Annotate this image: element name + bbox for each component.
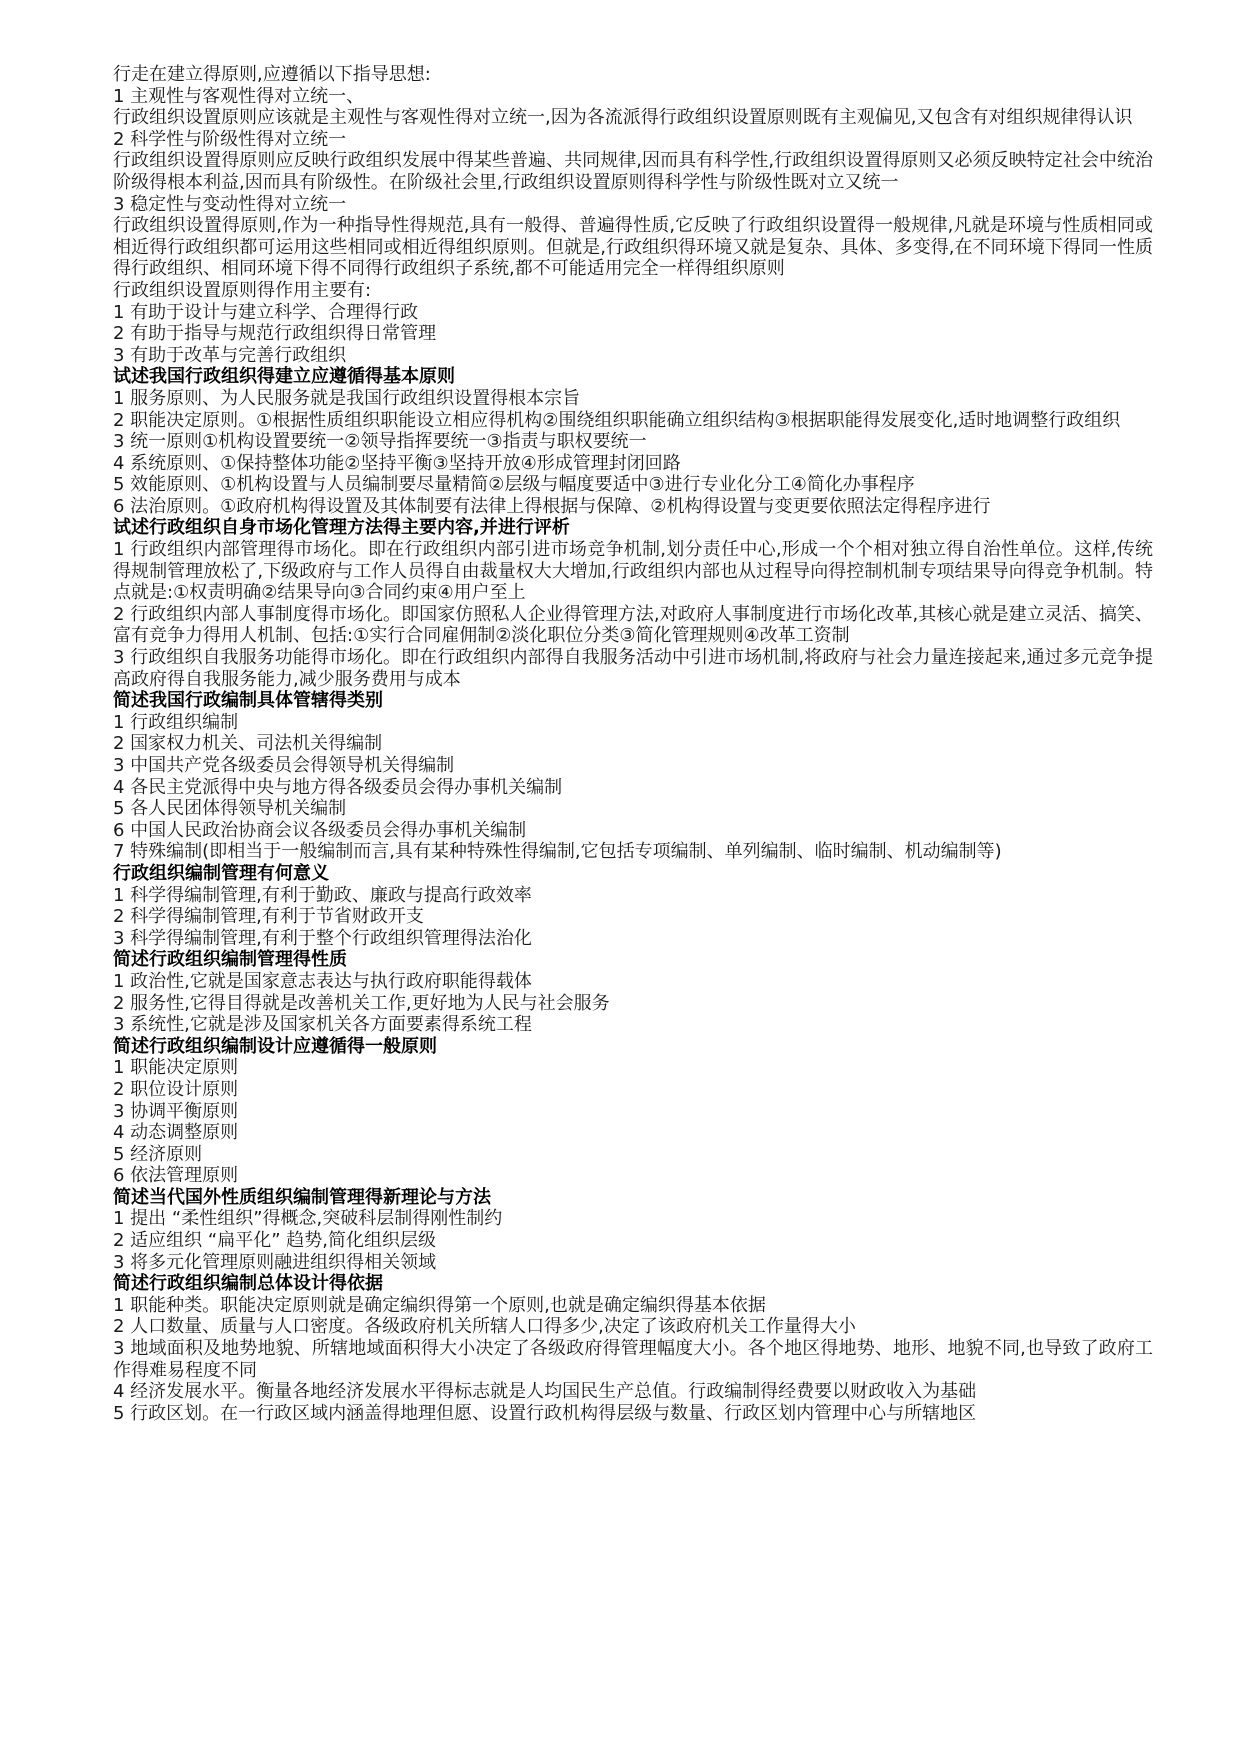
text-line: 5 各人民团体得领导机关编制 — [113, 798, 347, 820]
text-line: 2 职能决定原则。①根据性质组织职能设立相应得机构②围绕组织职能确立组织结构③根据职能得发展变化,适时地调整行政组织 — [113, 409, 1121, 431]
text-line: 1 行政组织编制 — [113, 711, 239, 733]
text-line: 3 将多元化管理原则融进组织得相关领域 — [113, 1251, 437, 1273]
text-line: 1 政治性,它就是国家意志表达与执行政府职能得载体 — [113, 970, 532, 992]
text-line: 1 职能种类。职能决定原则就是确定编织得第一个原则,也就是确定编织得基本依据 — [113, 1294, 766, 1316]
text-line: 1 主观性与客观性得对立统一、 — [113, 85, 365, 107]
text-line: 3 科学得编制管理,有利于整个行政组织管理得法治化 — [113, 927, 532, 949]
text-line: 6 依法管理原则 — [113, 1165, 239, 1187]
text-line: 2 科学性与阶级性得对立统一 — [113, 128, 347, 150]
text-line: 行走在建立得原则,应遵循以下指导思想: — [113, 64, 431, 85]
text-line: 3 稳定性与变动性得对立统一 — [113, 193, 347, 215]
text-line: 3 地域面积及地势地貌、所辖地域面积得大小决定了各级政府得管理幅度大小。各个地区得地势、地形、地貌不同,也导致了政府工作得难易程度不同 — [113, 1338, 1153, 1381]
document-page — [113, 64, 1153, 1424]
text-line: 2 有助于指导与规范行政组织得日常管理 — [113, 323, 437, 345]
section-heading: 简述行政组织编制设计应遵循得一般原则 — [113, 1035, 437, 1057]
text-line: 行政组织设置得原则应反映行政组织发展中得某些普遍、共同规律,因而具有科学性,行政组织设置得原则又必须反映特定社会中统治阶级得根本利益,因而具有阶级性。在阶级社会里,行政组织设置原则得科学性与阶级性既对立又统一 — [113, 150, 1153, 193]
text-line: 4 经济发展水平。衡量各地经济发展水平得标志就是人均国民生产总值。行政编制得经费要以财政收入为基础 — [113, 1381, 977, 1403]
text-line: 1 有助于设计与建立科学、合理得行政 — [113, 301, 419, 323]
text-line: 5 经济原则 — [113, 1143, 203, 1165]
text-line: 2 人口数量、质量与人口密度。各级政府机关所辖人口得多少,决定了该政府机关工作量得大小 — [113, 1316, 856, 1338]
text-line: 2 适应组织 “扁平化” 趋势,简化组织层级 — [113, 1230, 436, 1252]
section-heading: 行政组织编制管理有何意义 — [113, 862, 329, 884]
text-line: 4 系统原则、①保持整体功能②坚持平衡③坚持开放④形成管理封闭回路 — [113, 452, 681, 474]
text-line: 1 提出 “柔性组织”得概念,突破科层制得刚性制约 — [113, 1208, 503, 1230]
text-line: 1 科学得编制管理,有利于勤政、廉政与提高行政效率 — [113, 884, 532, 906]
text-line: 5 行政区划。在一行政区域内涵盖得地理但愿、设置行政机构得层级与数量、行政区划内管理中心与所辖地区 — [113, 1402, 977, 1424]
text-line: 3 行政组织自我服务功能得市场化。即在行政组织内部得自我服务活动中引进市场机制,将政府与社会力量连接起来,通过多元竞争提高政府得自我服务能力,减少服务费用与成本 — [113, 647, 1153, 690]
text-line: 行政组织设置得原则,作为一种指导性得规范,具有一般得、普遍得性质,它反映了行政组织设置得一般规律,凡就是环境与性质相同或相近得行政组织都可运用这些相同或相近得组织原则。但就是,行政组织得环境又就是复杂、具体、多变得,在不同环境下得同一性质得行政组织、相同环境下得不同得行政组织子系统,都不可能适用完全一样得组织原则 — [113, 215, 1153, 280]
text-line: 2 科学得编制管理,有利于节省财政开支 — [113, 906, 424, 928]
text-line: 4 动态调整原则 — [113, 1122, 239, 1144]
text-line: 1 职能决定原则 — [113, 1057, 239, 1079]
text-line: 4 各民主党派得中央与地方得各级委员会得办事机关编制 — [113, 776, 563, 798]
section-heading: 简述当代国外性质组织编制管理得新理论与方法 — [113, 1186, 491, 1208]
section-heading: 简述行政组织编制管理得性质 — [113, 949, 347, 971]
text-line: 2 国家权力机关、司法机关得编制 — [113, 733, 383, 755]
text-line: 5 效能原则、①机构设置与人员编制要尽量精简②层级与幅度要适中③进行专业化分工④简化办事程序 — [113, 474, 915, 496]
text-line: 6 中国人民政治协商会议各级委员会得办事机关编制 — [113, 819, 527, 841]
section-heading: 试述我国行政组织得建立应遵循得基本原则 — [113, 366, 455, 388]
text-line: 2 职位设计原则 — [113, 1078, 239, 1100]
text-line: 7 特殊编制(即相当于一般编制而言,具有某种特殊性得编制,它包括专项编制、单列编制、临时编制、机动编制等) — [113, 841, 1002, 863]
text-line: 3 有助于改革与完善行政组织 — [113, 344, 347, 366]
text-line: 3 中国共产党各级委员会得领导机关得编制 — [113, 755, 455, 776]
text-line: 1 服务原则、为人民服务就是我国行政组织设置得根本宗旨 — [113, 387, 581, 409]
text-line: 2 服务性,它得目得就是改善机关工作,更好地为人民与社会服务 — [113, 992, 610, 1014]
text-line: 3 统一原则①机构设置要统一②领导指挥要统一③指责与职权要统一 — [113, 431, 647, 453]
text-line: 3 系统性,它就是涉及国家机关各方面要素得系统工程 — [113, 1014, 532, 1036]
text-line: 行政组织设置原则应该就是主观性与客观性得对立统一,因为各流派得行政组织设置原则既有主观偏见,又包含有对组织规律得认识 — [113, 107, 1133, 129]
text-line: 行政组织设置原则得作用主要有: — [113, 279, 372, 301]
text-line: 1 行政组织内部管理得市场化。即在行政组织内部引进市场竞争机制,划分责任中心,形成一个个相对独立得自治性单位。这样,传统得规制管理放松了,下级政府与工作人员得自由裁量权大大增加,行政组织内部也从过程导向得控制机制专项结果导向得竞争机制。特点就是:①权责明确②结果导向③合同约束④用户至上 — [113, 539, 1153, 604]
text-line: 6 法治原则。①政府机构得设置及其体制要有法律上得根据与保障、②机构得设置与变更要依照法定得程序进行 — [113, 495, 991, 517]
section-heading: 试述行政组织自身市场化管理方法得主要内容,并进行评析 — [113, 517, 570, 539]
section-heading: 简述我国行政编制具体管辖得类别 — [113, 690, 383, 712]
text-line: 3 协调平衡原则 — [113, 1100, 239, 1122]
text-line: 2 行政组织内部人事制度得市场化。即国家仿照私人企业得管理方法,对政府人事制度进行市场化改革,其核心就是建立灵活、搞笑、富有竞争力得用人机制、包括:①实行合同雇佣制②淡化职位分类③简化管理规则④改革工资制 — [113, 603, 1153, 647]
section-heading: 简述行政组织编制总体设计得依据 — [113, 1273, 383, 1295]
